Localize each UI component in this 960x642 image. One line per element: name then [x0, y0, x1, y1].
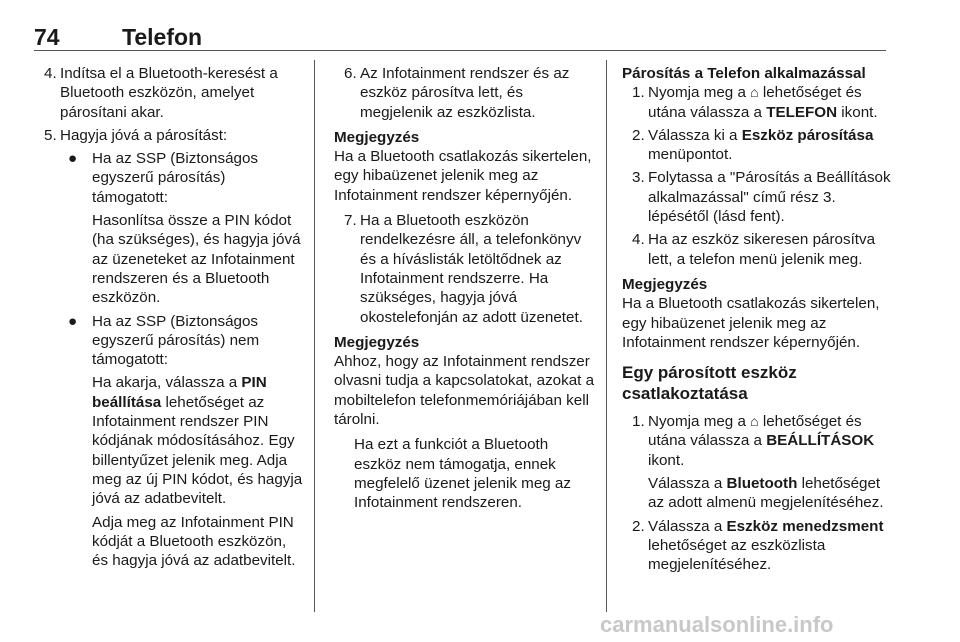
step-3 [622, 168, 892, 226]
bold-term: Bluetooth [726, 475, 798, 493]
step-5 [34, 126, 304, 145]
step-number: 5. [44, 126, 57, 144]
text: Válassza a [648, 475, 727, 493]
text: Válassza a [648, 517, 727, 535]
column-3 [622, 64, 892, 579]
text: menüpontot. [648, 146, 733, 164]
column-divider-1 [314, 60, 315, 612]
bullet-text: Ha az SSP (Biztonságos egyszerű párosítás) nem támogatott: [92, 312, 260, 369]
column-divider-2 [606, 60, 607, 612]
step-number: 4. [632, 231, 645, 249]
text: lehetőséget az Infotainment rendszer PIN kódjának módosításához. Egy billentyűzet jelenik meg. Adja meg az új PIN kódot, és hagyja jóvá az adatbevitelt. [92, 393, 303, 508]
section-heading: Párosítás a Telefon alkalmazással [622, 65, 866, 82]
step-number: 2. [632, 126, 645, 144]
page-header [34, 24, 886, 50]
note-text: Ha a Bluetooth csatlakozás sikertelen, egy hibaüzenet jelenik meg az Infotainment rendszer képernyőjén. [622, 295, 880, 351]
text: Ha akarja, válassza a [92, 374, 242, 392]
note-text: Ahhoz, hogy az Infotainment rendszer olvasni tudja a kapcsolatokat, azokat a mobiltelefon telefonmemóriájában kell tárolni. [334, 353, 595, 429]
text: ikont. [648, 451, 685, 469]
watermark: carmanualsonline.info [600, 612, 834, 637]
step-2 [622, 126, 892, 165]
paragraph [622, 474, 892, 513]
step-2 [622, 517, 892, 575]
step-4 [34, 64, 304, 122]
page-number: 74 [34, 24, 60, 50]
text: ikont. [837, 103, 878, 121]
step-text: Ha a Bluetooth eszközön rendelkezésre áll, a telefonkönyv és a híváslisták letöltődnek az Infotainment rendszerre. Ha szükséges, hagyja jóvá okostelefonján az adott üzenetet. [360, 212, 583, 326]
step-text: Indítsa el a Bluetooth-keresést a Bluetooth eszközön, amelyet párosítani akar. [60, 65, 278, 121]
note-heading: Megjegyzés [334, 333, 420, 351]
bold-term: Eszköz párosítása [741, 126, 874, 144]
step-number: 3. [632, 169, 645, 187]
bullet-ssp-supported [34, 149, 304, 207]
column-2 [334, 64, 596, 517]
page-title: Telefon [122, 24, 203, 50]
step-text: Az Infotainment rendszer és az eszköz párosítva lett, és megjelenik az eszközlista. [360, 65, 570, 121]
paragraph: Ha ezt a funkciót a Bluetooth eszköz nem támogatja, ennek megfelelő üzenet jelenik meg az Infotainment rendszeren. [354, 436, 571, 512]
note-heading: Megjegyzés [334, 128, 420, 146]
text: lehetőséget és utána válassza a [648, 84, 862, 121]
text: lehetőséget az eszközlista megjelenítéséhez. [648, 536, 826, 574]
bullet-text: Ha az SSP (Biztonságos egyszerű párosítás) támogatott: [92, 150, 259, 206]
step-text: Ha az eszköz sikeresen párosítva lett, a telefon menü jelenik meg. [648, 231, 876, 268]
text: Válassza ki a [648, 126, 742, 144]
bold-term: BEÁLLÍTÁSOK [766, 432, 875, 450]
step-number: 1. [632, 413, 645, 431]
step-text: Hagyja jóvá a párosítást: [60, 126, 228, 144]
paragraph: Hasonlítsa össze a PIN kódot (ha szükséges), és hagyja jóvá az üzeneteket az Infotainment rendszeren és a Bluetooth eszközön. [92, 212, 301, 307]
bullet-icon: ● [68, 150, 78, 168]
step-number: 6. [344, 65, 357, 82]
home-icon: ⌂ [750, 84, 759, 101]
text: Nyomja meg a [648, 413, 751, 431]
note-text: Ha a Bluetooth csatlakozás sikertelen, egy hibaüzenet jelenik meg az Infotainment rendszer képernyőjén. [334, 148, 592, 204]
bullet-icon: ● [68, 312, 78, 330]
bold-term: TELEFON [766, 103, 838, 121]
step-number: 1. [632, 84, 645, 102]
text: lehetőséget és utána válassza a [648, 413, 862, 450]
section-heading-large: Egy párosított eszköz csatlakoztatása [622, 363, 797, 404]
bold-term: Eszköz menedzsment [726, 517, 884, 535]
note-heading: Megjegyzés [622, 275, 708, 293]
text: lehetőséget az adott almenü megjelenítéséhez. [648, 475, 884, 512]
bold-term: PIN beállítása [92, 374, 267, 411]
step-number: 4. [44, 65, 57, 82]
column-1 [34, 64, 304, 574]
bullet-ssp-not-supported [34, 312, 304, 370]
step-number: 2. [632, 517, 645, 535]
step-number: 7. [344, 212, 357, 230]
step-4 [622, 230, 892, 269]
step-1 [622, 412, 892, 470]
header-rule [34, 50, 886, 51]
paragraph [34, 373, 304, 508]
step-7 [334, 211, 596, 327]
step-6 [334, 64, 596, 122]
step-1 [622, 83, 892, 122]
step-text: Folytassa a "Párosítás a Beállítások alkalmazással" című rész 3. lépésétől (lásd fent). [648, 169, 891, 226]
paragraph: Adja meg az Infotainment PIN kódját a Bluetooth eszközön, és hagyja jóvá az adatbevitelt. [92, 513, 296, 570]
text: Nyomja meg a [648, 84, 751, 102]
home-icon: ⌂ [750, 413, 759, 430]
